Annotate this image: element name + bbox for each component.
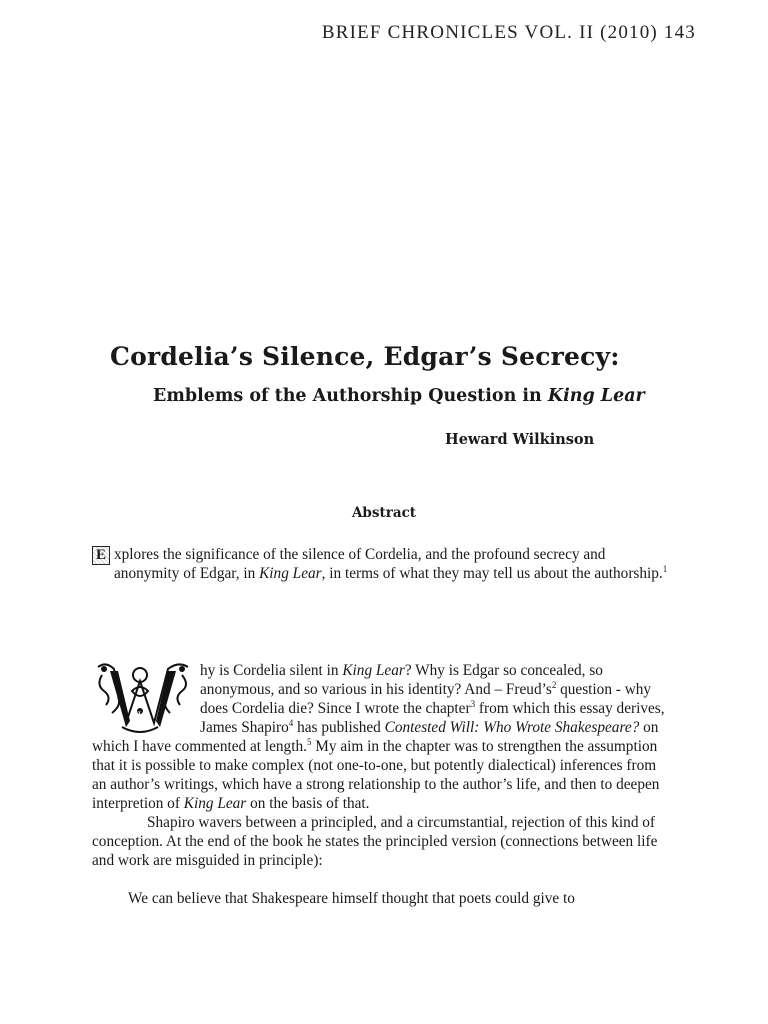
article-title: Cordelia’s Silence, Edgar’s Secrecy: — [110, 342, 620, 371]
abstract-paragraph — [92, 545, 672, 583]
p1-text-a: hy is Cordelia silent in — [200, 662, 343, 679]
p1-text-c: question - why does Cordelia die? Since I wrote the chapter — [200, 681, 652, 717]
author-name: Heward Wilkinson — [445, 431, 595, 448]
p1-text-b: ? Why is Edgar so concealed, so anonymous, and so various in his identity? And – Freud’s — [200, 662, 603, 698]
p1-text-f: on which I have commented at length. — [92, 719, 659, 755]
body-paragraph-2: Shapiro wavers between a principled, and a circumstantial, rejection of this kind of conception. At the end of the book he states the principled version (connections between life and work are misguided in principle): — [92, 814, 658, 869]
footnote-marker: 2 — [551, 680, 557, 690]
abstract-text-1: xplores the significance of the silence of Cordelia, and the profound secrecy and anonymity of Edgar, in — [114, 546, 606, 582]
p1-italic-2: Contested Will: Who Wrote Shakespeare? — [384, 719, 640, 736]
subtitle-italic: King Lear — [547, 386, 645, 406]
abstract-heading: Abstract — [351, 505, 417, 521]
ornamental-dropcap-icon — [92, 661, 194, 735]
footnote-marker: 4 — [288, 718, 294, 728]
footnote-marker: 5 — [306, 737, 312, 747]
abstract-text-2: , in terms of what they may tell us about the authorship. — [321, 565, 663, 582]
p1-italic-3: King Lear — [183, 795, 247, 812]
p1-italic-1: King Lear — [342, 662, 405, 679]
subtitle-text: Emblems of the Authorship Question in — [153, 386, 548, 406]
p1-text-g: My aim in the chapter was to strengthen the assumption that it is possible to make complex (not one-to-one, but potently dialectical) inferences from an author’s writings, which have a strong relationship to the author’s life, and then to deepen interpretion of — [92, 738, 660, 812]
article-subtitle — [153, 386, 713, 406]
block-quote: We can believe that Shakespeare himself thought that poets could give to — [128, 890, 575, 907]
article-body — [92, 661, 672, 908]
dropcap-letter: E — [93, 547, 109, 564]
footnote-marker: 3 — [470, 699, 476, 709]
footnote-marker: 1 — [662, 564, 668, 574]
decorative-dropcap-icon — [92, 546, 110, 565]
running-head: BRIEF CHRONICLES VOL. II (2010) 143 — [321, 22, 696, 43]
abstract-italic: King Lear — [259, 565, 322, 582]
p1-text-d: from which this essay derives, James Shapiro — [200, 700, 665, 736]
p1-text-h: on the basis of that. — [246, 795, 370, 812]
dropcap-letter-big: W — [137, 711, 149, 722]
p1-text-e: has published — [293, 719, 385, 736]
